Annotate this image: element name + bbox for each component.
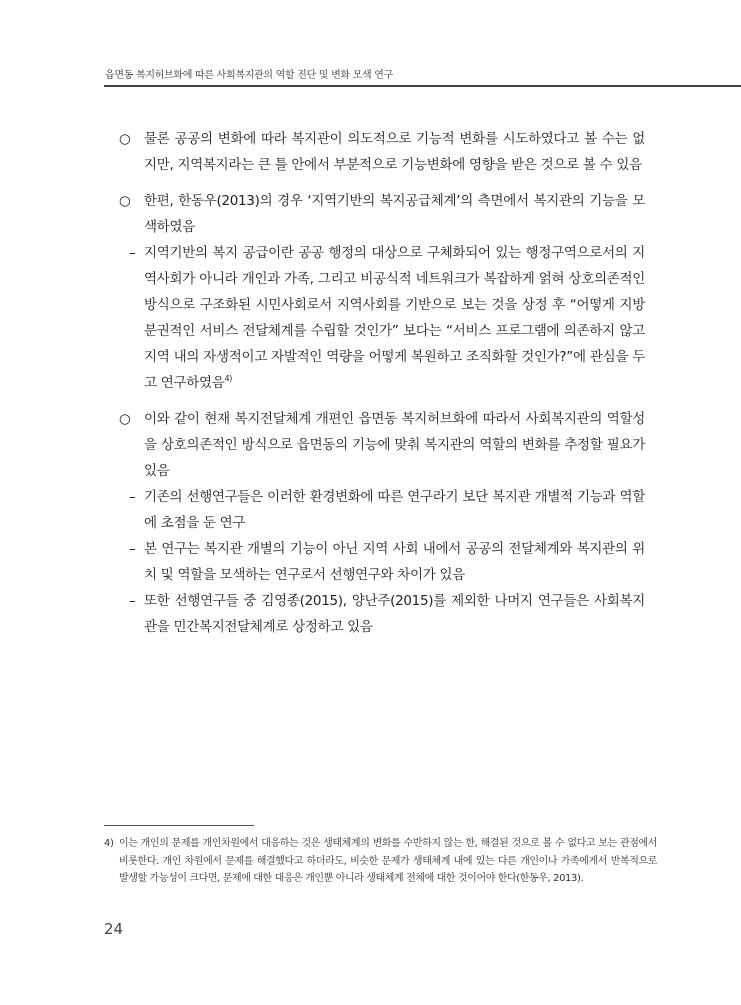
footnote-number: 4) xyxy=(104,838,114,849)
footnote-reference[interactable]: 4) xyxy=(224,374,233,383)
bullet-item xyxy=(115,406,645,484)
bullet-item xyxy=(115,126,645,178)
bullet-text: 지역기반의 복지 공급이란 공공 행정의 대상으로 구체화되어 있는 행정구역으로서의 지역사회가 아니라 개인과 가족, 그리고 비공식적 네트워크가 복잡하게 얽혀 상호의존적인 방식으로 구조화된 시민사회로서 지역사회를 기반으로 보는 것을 상정 후 “어떻게 지방 분권적인 서비스 전달체계를 수립할 것인가” 보다는 “서비스 프로그램에 의존하지 않고 지역 내의 자생적이고 자발적인 역량을 어떻게 복원하고 조직화할 것인가?”에 관심을 두고 연구하였음 xyxy=(144,245,645,391)
bullet-item xyxy=(115,188,645,240)
circle-bullet-icon: ○ xyxy=(119,131,131,147)
body-content xyxy=(115,126,645,640)
dash-bullet-icon: – xyxy=(129,489,136,505)
sub-bullet-item xyxy=(115,240,645,396)
footnote xyxy=(104,835,657,888)
bullet-text: 한편, 한동우(2013)의 경우 ‘지역기반의 복지공급체계’의 측면에서 복지관의 기능을 모색하였음 xyxy=(144,193,645,235)
running-header: 읍면동 복지허브화에 따른 사회복지관의 역할 진단 및 변화 모색 연구 xyxy=(105,70,393,81)
dash-bullet-icon: – xyxy=(129,245,136,261)
sub-bullet-item xyxy=(115,484,645,536)
bullet-text: 물론 공공의 변화에 따라 복지관이 의도적으로 기능적 변화를 시도하였다고 볼 수는 없지만, 지역복지라는 큰 틀 안에서 부분적으로 기능변화에 영향을 받은 것으로 볼 수 있음 xyxy=(144,131,645,173)
bullet-text: 이와 같이 현재 복지전달체계 개편인 읍면동 복지허브화에 따라서 사회복지관의 역할성을 상호의존적인 방식으로 읍면동의 기능에 맞춰 복지관의 역할의 변화를 추정할 필요가 있음 xyxy=(144,411,645,479)
header-rule xyxy=(104,85,741,87)
circle-bullet-icon: ○ xyxy=(119,411,131,427)
footnote-text: 이는 개인의 문제를 개인차원에서 대응하는 것은 생태체계의 변화를 수반하지 않는 한, 해결된 것으로 볼 수 없다고 보는 관점에서 비롯한다. 개인 차원에서 문제를 해결했다고 하더라도, 비슷한 문제가 생태체계 내에 있는 다른 개인이나 가족에게서 반복적으로 발생할 가능성이 크다면, 문제에 대한 대응은 개인뿐 아니라 생태체계 전체에 대한 것이어야 한다(한동우, 2013). xyxy=(119,838,657,884)
sub-bullet-item xyxy=(115,536,645,588)
bullet-text: 본 연구는 복지관 개별의 기능이 아닌 지역 사회 내에서 공공의 전달체계와 복지관의 위치 및 역할을 모색하는 연구로서 선행연구와 차이가 있음 xyxy=(144,541,645,583)
sub-bullet-item xyxy=(115,588,645,640)
dash-bullet-icon: – xyxy=(129,541,136,557)
bullet-text: 또한 선행연구들 중 김영종(2015), 양난주(2015)를 제외한 나머지 연구들은 사회복지관을 민간복지전달체계로 상정하고 있음 xyxy=(144,593,645,635)
page-number: 24 xyxy=(104,920,124,938)
circle-bullet-icon: ○ xyxy=(119,193,131,209)
footnote-rule xyxy=(104,825,254,826)
bullet-text: 기존의 선행연구들은 이러한 환경변화에 따른 연구라기 보단 복지관 개별적 기능과 역할에 초점을 둔 연구 xyxy=(144,489,645,531)
dash-bullet-icon: – xyxy=(129,593,136,609)
